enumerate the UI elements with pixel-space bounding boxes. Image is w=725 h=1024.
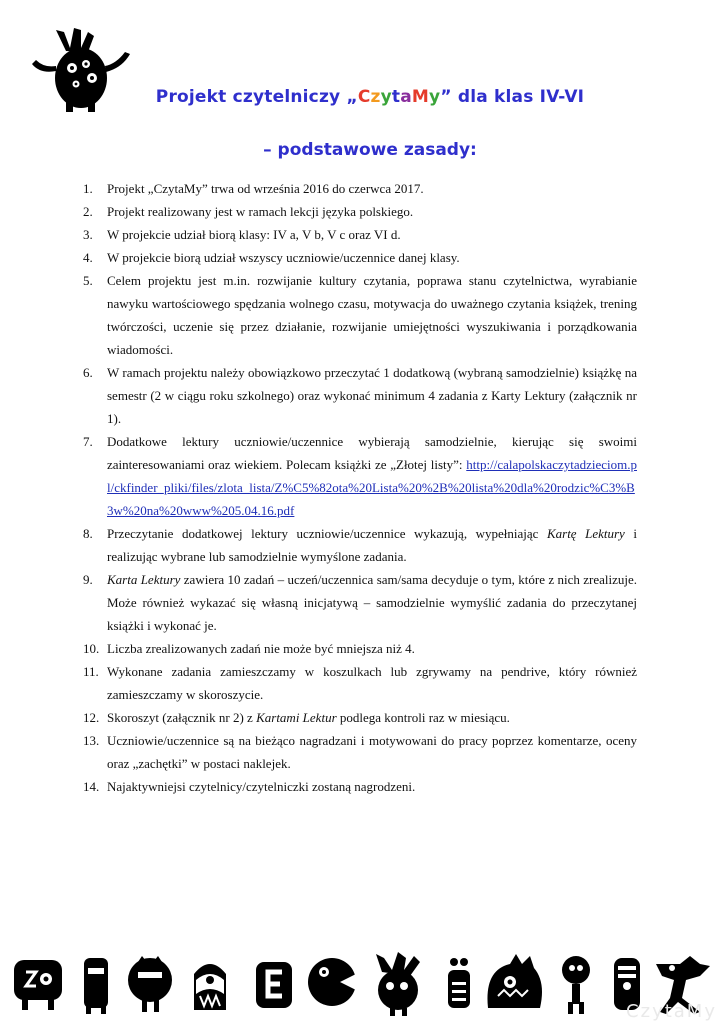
rules-list — [83, 177, 638, 798]
monster-icon — [562, 956, 590, 1014]
brand-letter: z — [370, 87, 381, 107]
list-item: 7. Dodatkowe lektury uczniowie/uczennice wybierają samodzielnie, kierując się swoimi zainteresowaniami oraz wiekiem. Polecam książki ze „Złotej listy”: http://calapolskaczytadzieciom.pl/ckfinder_pliki/files/zlota_lista/Z%C5%82ota%20Lista%20%2B%20lista%20dla%20rodzic%C3%B3w%20na%20www%205.04.16.pdf — [83, 434, 638, 518]
monster-icon — [448, 958, 470, 1008]
monster-icon — [487, 954, 542, 1008]
watermark: CzytaMy — [626, 1001, 717, 1022]
zlota-lista-link[interactable]: http://calapolskaczytadzieciom.pl/ckfinder_pliki/files/zlota_lista/Z%C5%82ota%20Lista%20%2B%20lista%20dla%20rodzic%C3%B3w%20na%20www%205.04.16.pdf — [107, 457, 638, 518]
brand-letter: M — [411, 87, 430, 107]
list-item: 2. Projekt realizowany jest w ramach lekcji języka polskiego. — [83, 204, 414, 219]
brand-letter: a — [400, 87, 412, 107]
monster-mascot-icon — [26, 26, 136, 114]
list-item: 9. Karta Lektury zawiera 10 zadań – uczeń/uczennica sam/sama decyduje o tym, które z nich zrealizuje. Może również wykazać się własną inicjatywą – samodzielnie wymyślić zadania do przeczytanej książki i wykonać je. — [83, 572, 637, 633]
list-item: 5. Celem projektu jest m.in. rozwijanie kultury czytania, poprawa stanu czytelnictwa, wyrabianie nawyku wartościowego spędzania wolnego czasu, motywacja do uważnego czytania książek, trening twórczości, uczenie się przez działanie, rozwijanie umiejętności wyszukiwania i porządkowania wiadomości. — [83, 273, 637, 357]
list-item: 4. W projekcie biorą udział wszyscy uczniowie/uczennice danej klasy. — [83, 250, 460, 265]
monster-icon — [256, 962, 292, 1008]
brand-letter: y — [429, 87, 441, 107]
list-item: 12. Skoroszyt (załącznik nr 2) z Kartami Lektur podlega kontroli raz w miesiącu. — [83, 710, 510, 725]
list-item: 14. Najaktywniejsi czytelnicy/czytelniczki zostaną nagrodzeni. — [83, 779, 416, 794]
monster-icon — [308, 958, 360, 1006]
monster-icon — [194, 964, 226, 1010]
monster-icon — [14, 960, 62, 1010]
monster-icon — [84, 958, 108, 1014]
page-subtitle: – podstawowe zasady: — [263, 140, 477, 160]
list-item: 13. Uczniowie/uczennice są na bieżąco nagradzani i motywowani do pracy poprzez komentarze, oceny oraz „zachętki” w postaci naklejek. — [83, 733, 637, 771]
list-item: 3. W projekcie udział biorą klasy: IV a, V b, V c oraz VI d. — [83, 227, 401, 242]
monster-icon — [376, 952, 420, 1016]
list-item: 10. Liczba zrealizowanych zadań nie może być mniejsza niż 4. — [83, 641, 415, 656]
monsters-footer — [10, 950, 715, 1018]
monster-icon — [128, 956, 172, 1012]
brand-letter: y — [380, 87, 392, 107]
list-item: 6. W ramach projektu należy obowiązkowo przeczytać 1 dodatkową (wybraną samodzielnie) książkę na semestr (2 w ciągu roku szkolnego) oraz wykonać minimum 4 zadania z Karty Lektury (załącznik nr 1). — [83, 365, 637, 426]
brand-letter: t — [391, 87, 401, 107]
page-title: Projekt czytelniczy „CzytaMy” dla klas IV-VI — [155, 87, 585, 107]
list-item: 1. Projekt „CzytaMy” trwa od września 2016 do czerwca 2017. — [83, 181, 424, 196]
list-item: 8. Przeczytanie dodatkowej lektury uczniowie/uczennice wykazują, wypełniając Kartę Lektury i realizując wybrane lub samodzielnie wymyślone zadania. — [83, 526, 637, 564]
brand-letter: C — [357, 87, 371, 107]
list-item: 11. Wykonane zadania zamieszczamy w koszulkach lub zgrywamy na pendrive, który również zamieszczamy w skoroszycie. — [83, 664, 637, 702]
